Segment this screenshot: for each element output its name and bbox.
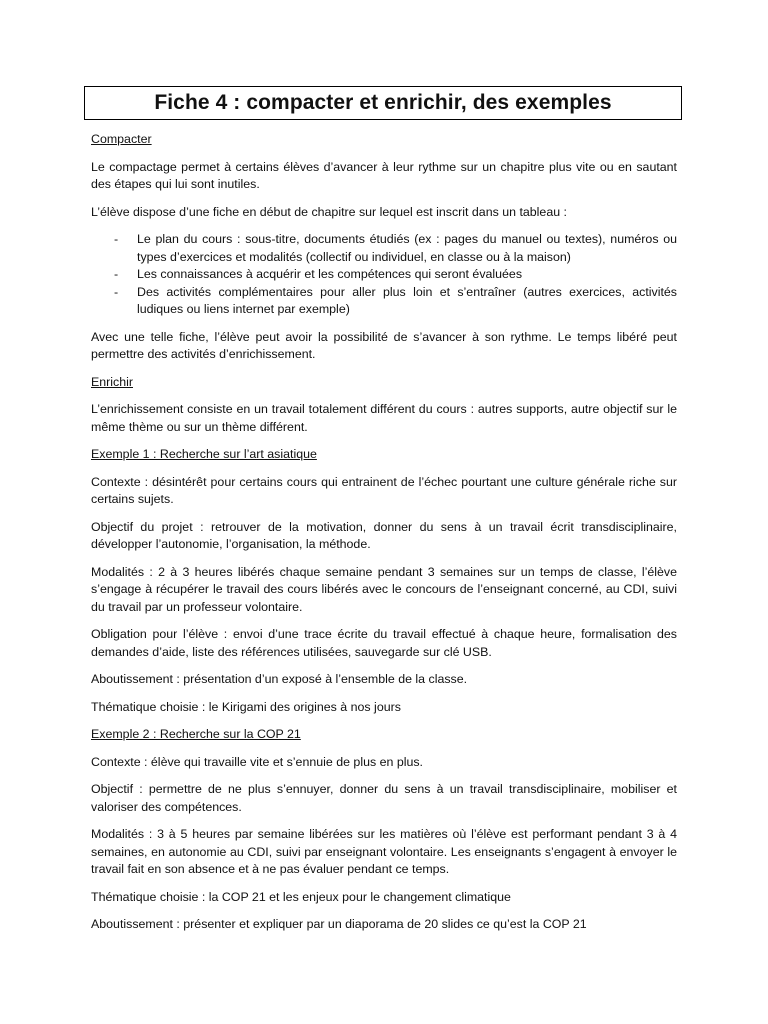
- paragraph: Modalités : 3 à 5 heures par semaine libérées sur les matières où l’élève est performant pendant 3 à 4 semaines, en autonomie au CDI, suivi par enseignant volontaire. Les enseignants s’engagent à envoyer le travail fait en son absence et à ne pas évaluer pendant ce temps.: [91, 827, 677, 876]
- section-heading-exemple-1: Exemple 1 : Recherche sur l’art asiatique: [91, 447, 317, 461]
- section-heading-compacter: Compacter: [91, 132, 152, 146]
- paragraph: Obligation pour l’élève : envoi d’une trace écrite du travail effectué à chaque heure, formalisation des demandes d’aide, liste des références utilisées, sauvegarde sur clé USB.: [91, 627, 677, 659]
- list-item-text: Le plan du cours : sous-titre, documents étudiés (ex : pages du manuel ou textes), numéros ou types d’exercices et modalités (collectif ou individuel, en classe ou à la maison): [137, 232, 677, 264]
- paragraph: L’élève dispose d’une fiche en début de chapitre sur lequel est inscrit dans un tableau :: [91, 204, 567, 219]
- list-item: [91, 231, 677, 266]
- paragraph: Objectif du projet : retrouver de la motivation, donner du sens à un travail écrit transdisciplinaire, développer l’autonomie, l’organisation, la méthode.: [91, 519, 677, 551]
- dash-bullet-icon: -: [114, 284, 119, 299]
- dash-bullet-icon: -: [114, 267, 119, 281]
- list-item: [91, 266, 677, 284]
- title-box: [84, 86, 682, 120]
- paragraph: Objectif : permettre de ne plus s’ennuyer, donner du sens à un travail transdisciplinaire, mobiliser et valoriser des compétences.: [91, 782, 677, 814]
- list-item-text: Des activités complémentaires pour aller plus loin et s’entraîner (autres exercices, activités ludiques ou liens internet par exemple): [137, 284, 677, 316]
- document-body: [91, 131, 677, 944]
- paragraph: Aboutissement : présenter et expliquer par un diaporama de 20 slides ce qu’est la COP 21: [91, 917, 587, 931]
- section-heading-exemple-2: Exemple 2 : Recherche sur la COP 21: [91, 727, 301, 741]
- paragraph: Thématique choisie : le Kirigami des origines à nos jours: [91, 699, 401, 714]
- paragraph: Aboutissement : présentation d’un exposé à l’ensemble de la classe.: [91, 672, 468, 686]
- paragraph: Contexte : élève qui travaille vite et s’ennuie de plus en plus.: [91, 754, 423, 769]
- dash-bullet-icon: -: [114, 232, 119, 246]
- paragraph: Contexte : désintérêt pour certains cours qui entrainent de l’échec pourtant une culture générale riche sur certains sujets.: [91, 474, 677, 506]
- paragraph: L’enrichissement consiste en un travail totalement différent du cours : autres supports, autre objectif sur le même thème ou sur un thème différent.: [91, 402, 677, 434]
- list-item-text: Les connaissances à acquérir et les compétences qui seront évaluées: [137, 267, 523, 281]
- list-item: [91, 284, 677, 319]
- paragraph: Modalités : 2 à 3 heures libérés chaque semaine pendant 3 semaines sur un temps de classe, l’élève s’engage à récupérer le travail des cours libérés avec le concours de l’enseignant concerné, au CDI, suivi du travail par un professeur volontaire.: [91, 564, 677, 614]
- section-heading-enrichir: Enrichir: [91, 374, 133, 389]
- paragraph: Avec une telle fiche, l’élève peut avoir la possibilité de s’avancer à son rythme. Le temps libéré peut permettre des activités d’enrichissement.: [91, 329, 677, 361]
- paragraph: Thématique choisie : la COP 21 et les enjeux pour le changement climatique: [91, 889, 511, 904]
- bullet-list: [91, 231, 677, 319]
- paragraph: Le compactage permet à certains élèves d’avancer à leur rythme sur un chapitre plus vite ou en sautant des étapes qui lui sont inutiles.: [91, 159, 677, 191]
- page-title: Fiche 4 : compacter et enrichir, des exemples: [154, 91, 612, 114]
